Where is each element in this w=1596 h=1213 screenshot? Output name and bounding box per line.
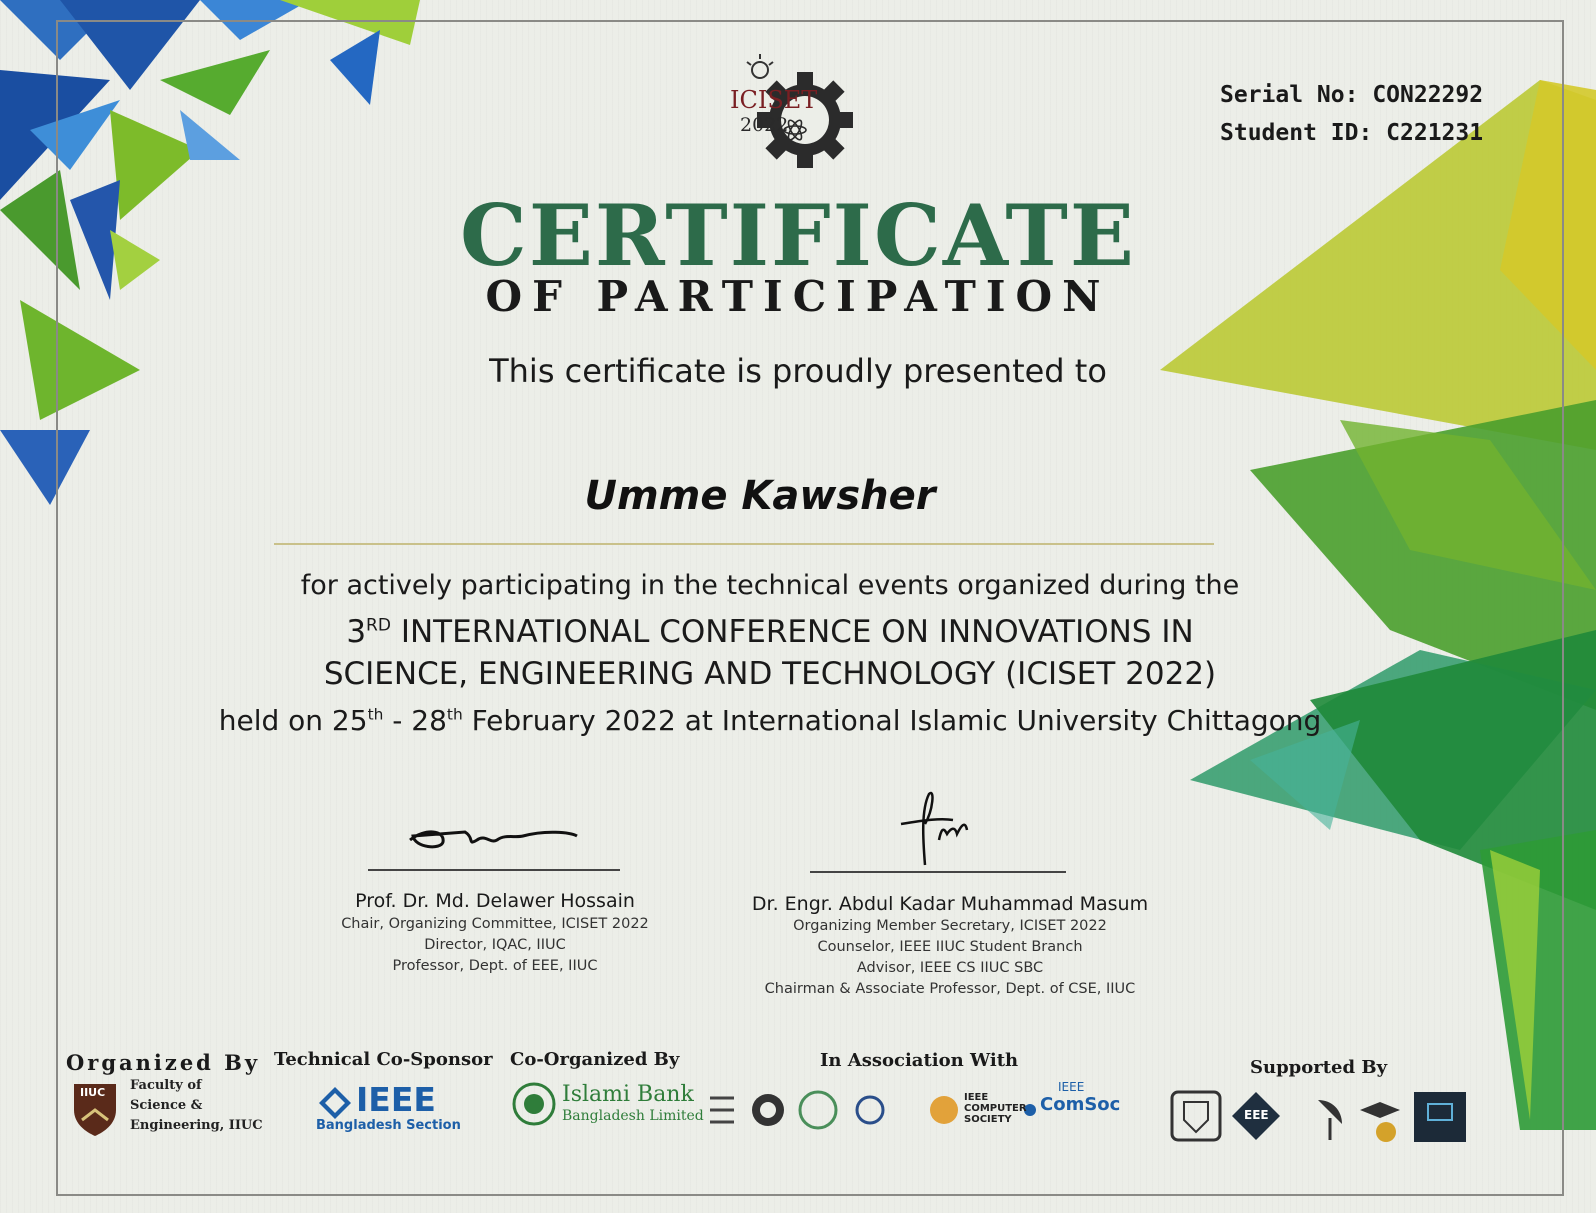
support-logos xyxy=(1170,1088,1470,1144)
association-heading: In Association With xyxy=(820,1050,1019,1071)
ieee-section: Bangladesh Section xyxy=(316,1118,461,1133)
signatory-1-role: Director, IQAC, IIUC xyxy=(424,937,566,953)
ordinal-suffix: RD xyxy=(366,615,391,636)
iiuc-badge-text: IIUC xyxy=(80,1086,106,1099)
iiuc-logo xyxy=(70,1080,120,1138)
signatory-1-roles xyxy=(290,914,700,977)
signatory-2-role: Chairman & Associate Professor, Dept. of CSE, IIUC xyxy=(764,981,1136,997)
association-logos xyxy=(706,1080,1126,1134)
signature-1 xyxy=(405,818,585,858)
date-start: held on 25 xyxy=(218,704,368,737)
islami-bank-emblem-icon xyxy=(512,1082,556,1126)
ieee-brand: IEEE xyxy=(356,1080,436,1119)
identifier-block xyxy=(1220,76,1483,152)
gear-logo-icon xyxy=(752,1094,784,1126)
venue-text: February 2022 at International Islamic University Chittagong xyxy=(462,704,1322,737)
ieee-sb-logo-icon xyxy=(710,1098,734,1122)
signatory-1-name: Prof. Dr. Md. Delawer Hossain xyxy=(355,890,635,912)
logo-text: ICISET xyxy=(730,86,818,114)
islami-bank-name: Islami Bank xyxy=(562,1082,694,1107)
description-line-1: for actively participating in the technical events organized during the xyxy=(300,570,1240,601)
recipient-name: Umme Kawsher xyxy=(584,473,936,519)
islami-bank-sub: Bangladesh Limited xyxy=(562,1108,704,1124)
description-line-2 xyxy=(0,614,1540,650)
logo-year: 2022 xyxy=(740,114,789,136)
computer-club-icon xyxy=(1414,1092,1466,1142)
name-underline xyxy=(274,543,1214,545)
club-badge-icon xyxy=(1172,1092,1220,1140)
conference-ordinal: 3 xyxy=(346,614,367,650)
organizer-line: Engineering, IIUC xyxy=(130,1118,263,1133)
date-end-suffix: th xyxy=(446,705,463,724)
cs-line: SOCIETY xyxy=(964,1114,1012,1125)
description-line-4 xyxy=(0,704,1540,737)
computer-society-logo-icon xyxy=(930,1096,958,1124)
student-id: Student ID: C221231 xyxy=(1220,120,1484,146)
conference-name-part1: INTERNATIONAL CONFERENCE ON INNOVATIONS IN xyxy=(391,614,1194,650)
computer-society-text xyxy=(964,1092,1027,1125)
presented-text: This certificate is proudly presented to xyxy=(489,352,1107,390)
signatory-2-roles xyxy=(700,916,1200,1000)
organized-by-heading: Organized By xyxy=(66,1050,261,1075)
signatory-1-role: Chair, Organizing Committee, ICISET 2022 xyxy=(341,916,649,932)
signatory-2-role: Organizing Member Secretary, ICISET 2022 xyxy=(793,918,1107,934)
description-line-3: SCIENCE, ENGINEERING AND TECHNOLOGY (ICISET 2022) xyxy=(323,656,1217,692)
organizer-line: Science & xyxy=(130,1098,203,1113)
comsoc-text: ComSoc xyxy=(1040,1094,1121,1115)
pes-logo-icon xyxy=(800,1092,836,1128)
serial-number: Serial No: CON22292 xyxy=(1220,82,1484,108)
iciset-logo xyxy=(730,48,870,183)
supported-heading: Supported By xyxy=(1250,1057,1388,1078)
co-organized-heading: Co-Organized By xyxy=(510,1049,680,1070)
satellite-dish-icon xyxy=(1318,1100,1342,1140)
ieee-diamond-icon xyxy=(318,1086,352,1120)
eee-badge-text: EEE xyxy=(1244,1108,1269,1122)
cs-line: IEEE xyxy=(964,1092,989,1103)
signature-line-1 xyxy=(368,869,620,871)
tech-sponsor-heading: Technical Co-Sponsor xyxy=(274,1049,493,1070)
robotics-society-logo-icon xyxy=(857,1097,883,1123)
certificate-subtitle: OF PARTICIPATION xyxy=(485,272,1111,321)
signatory-2-role: Advisor, IEEE CS IIUC SBC xyxy=(856,960,1044,976)
signatory-2-role: Counselor, IEEE IIUC Student Branch xyxy=(817,939,1083,955)
signature-2 xyxy=(895,790,985,870)
organizer-text xyxy=(130,1076,263,1136)
organizer-line: Faculty of xyxy=(130,1078,202,1093)
signatory-1-role: Professor, Dept. of EEE, IIUC xyxy=(392,958,598,974)
date-start-suffix: th xyxy=(367,705,384,724)
date-end: - 28 xyxy=(383,704,447,737)
comsoc-top-text: IEEE xyxy=(1058,1080,1085,1094)
graduation-cap-icon xyxy=(1360,1102,1400,1142)
signature-line-2 xyxy=(810,871,1066,873)
signatory-2-name: Dr. Engr. Abdul Kadar Muhammad Masum xyxy=(751,893,1149,915)
cs-line: COMPUTER xyxy=(964,1103,1027,1114)
certificate-title: CERTIFICATE xyxy=(460,186,1136,285)
bulb-icon xyxy=(747,54,773,78)
